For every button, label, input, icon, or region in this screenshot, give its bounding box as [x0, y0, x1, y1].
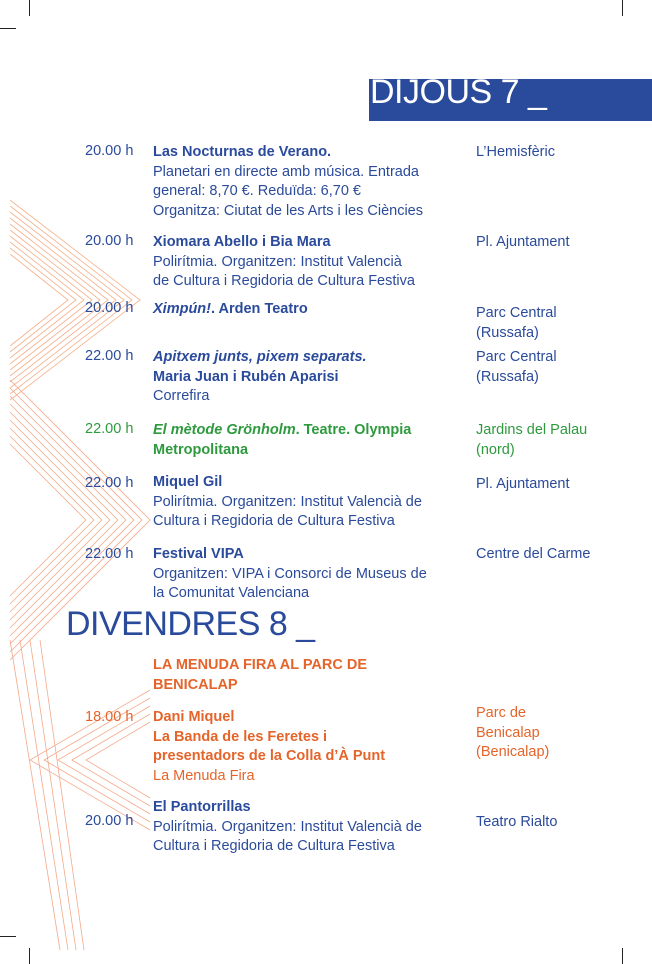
day-title: DIVENDRES 8 _ [66, 605, 315, 643]
event-title: Festival VIPA [153, 546, 244, 562]
section-title-line: LA MENUDA FIRA AL PARC DE [153, 657, 368, 673]
event-title: Dani Miquel [153, 709, 235, 725]
event-description: Organitzen: VIPA i Consorci de Museus de [153, 565, 427, 582]
event-title: . Teatre. Olympia [295, 422, 412, 438]
event-title: Xiomara Abello i Bia Mara [153, 234, 331, 250]
event-time: 22.00 h [85, 421, 134, 437]
event-title: Miquel Gil [153, 474, 223, 490]
event-place: Jardins del Palau [476, 422, 588, 438]
event-description: general: 8,70 €. Reduïda: 6,70 € [153, 183, 361, 199]
event-time: 20.00 h [85, 300, 134, 316]
event-title-italic: El mètode Grönholm [153, 422, 296, 438]
event-time: 22.00 h [85, 546, 134, 562]
event-description: la Comunitat Valenciana [153, 585, 310, 601]
event-title: El Pantorrillas [153, 799, 251, 815]
event-title: . Arden Teatro [211, 301, 308, 317]
event-time: 20.00 h [85, 233, 134, 249]
event-description: Cultura i Regidoria de Cultura Festiva [153, 513, 395, 529]
event-place: Parc Central [476, 305, 557, 321]
event-description: Planetari en directe amb música. Entrada [153, 163, 419, 180]
event-title: presentadors de la Colla d’À Punt [153, 748, 386, 764]
event-place: L’Hemisfèric [476, 144, 555, 160]
event-place: Parc Central [476, 349, 557, 365]
event-place: (Russafa) [476, 368, 539, 385]
event-place: (nord) [476, 441, 515, 458]
event-description: Correfira [153, 388, 210, 404]
event-description: Polirítmia. Organitzen: Institut Valencià de [153, 493, 422, 510]
event-place: (Benicalap) [476, 744, 550, 760]
event-description: Cultura i Regidoria de Cultura Festiva [153, 838, 395, 854]
event-description: Polirítmia. Organitzen: Institut Valencià de [153, 818, 422, 835]
event-place: Teatro Rialto [476, 814, 558, 830]
event-time: 22.00 h [85, 475, 134, 491]
event-title: La Banda de les Feretes i [153, 728, 328, 745]
event-place: (Russafa) [476, 324, 539, 341]
section-title-line: BENICALAP [153, 676, 238, 693]
event-description: Organitza: Ciutat de les Arts i les Ciències [153, 202, 423, 219]
day-title: DIJOUS 7 _ [370, 73, 547, 111]
section-title [153, 656, 463, 695]
event-title-italic: Apitxem junts, pixem separats. [153, 349, 367, 365]
event-description: de Cultura i Regidoria de Cultura Festiva [153, 273, 415, 289]
event-title: Maria Juan i Rubén Aparisi [153, 368, 339, 385]
event-place: Pl. Ajuntament [476, 476, 570, 492]
event-time: 22.00 h [85, 348, 134, 364]
event-place: Parc de [476, 705, 526, 721]
event-title: Metropolitana [153, 441, 249, 458]
event-time: 18.00 h [85, 709, 134, 725]
event-time: 20.00 h [85, 813, 134, 829]
event-place: Pl. Ajuntament [476, 234, 570, 250]
event-title-italic: Ximpún! [153, 301, 211, 317]
event-description: Polirítmia. Organitzen: Institut Valencià [153, 253, 402, 270]
event-title: Las Nocturnas de Verano. [153, 144, 332, 160]
event-place: Centre del Carme [476, 546, 591, 562]
event-time: 20.00 h [85, 143, 134, 159]
event-description: La Menuda Fira [153, 767, 255, 784]
event-place: Benicalap [476, 724, 540, 741]
